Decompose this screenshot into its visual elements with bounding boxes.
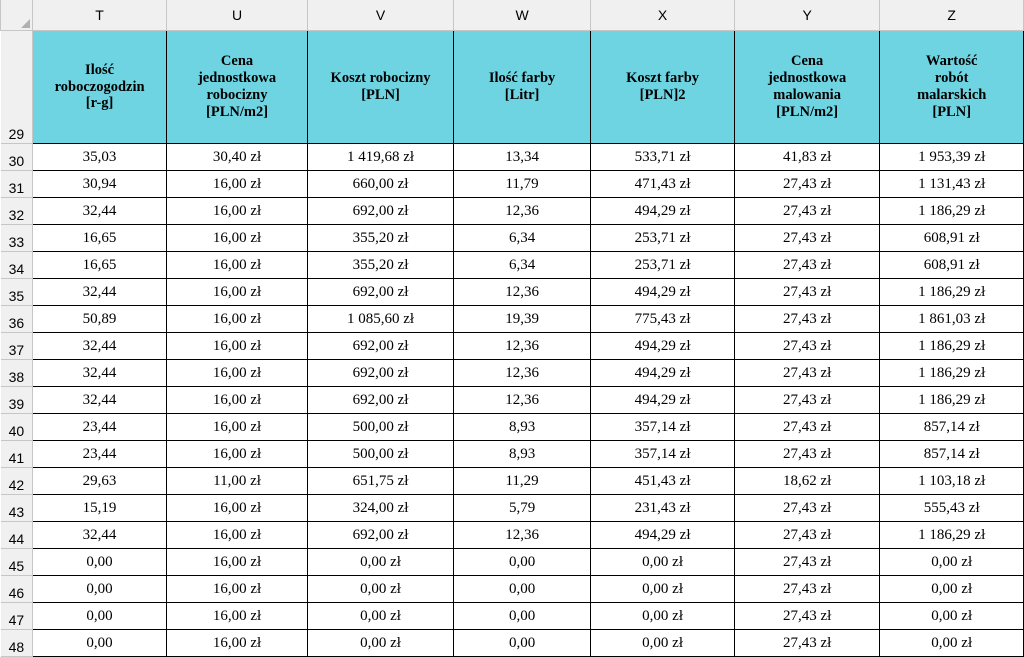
cell-U42[interactable]: 11,00 zł bbox=[166, 468, 308, 495]
cell-V32[interactable]: 692,00 zł bbox=[308, 198, 454, 225]
select-all-triangle-icon bbox=[21, 19, 30, 28]
table-row bbox=[1, 549, 1024, 576]
cell-X32[interactable]: 494,29 zł bbox=[591, 198, 735, 225]
table-row bbox=[1, 306, 1024, 333]
column-title-line: [Litr] bbox=[504, 87, 540, 103]
cell-Y37[interactable]: 27,43 zł bbox=[734, 333, 880, 360]
column-header-T[interactable]: T bbox=[33, 0, 166, 31]
table-row bbox=[1, 333, 1024, 360]
table-row bbox=[1, 252, 1024, 279]
column-title-line: Cena bbox=[791, 53, 824, 70]
cell-W37[interactable]: 12,36 bbox=[453, 333, 590, 360]
cell-T34[interactable]: 16,65 bbox=[33, 252, 166, 279]
cell-Z38[interactable]: 1 186,29 zł bbox=[880, 360, 1024, 387]
cell-W48[interactable]: 0,00 bbox=[453, 630, 590, 657]
cell-W35[interactable]: 12,36 bbox=[453, 279, 590, 306]
cell-Z48[interactable]: 0,00 zł bbox=[880, 630, 1024, 657]
table-row bbox=[1, 360, 1024, 387]
column-title-line: robocizny bbox=[206, 87, 268, 103]
row-header-36[interactable]: 36 bbox=[1, 306, 33, 333]
cell-Y44[interactable]: 27,43 zł bbox=[734, 522, 880, 549]
cell-Y48[interactable]: 27,43 zł bbox=[734, 630, 880, 657]
cell-V34[interactable]: 355,20 zł bbox=[308, 252, 454, 279]
cell-U46[interactable]: 16,00 zł bbox=[166, 576, 308, 603]
row-header-37[interactable]: 37 bbox=[1, 333, 33, 360]
cell-V43[interactable]: 324,00 zł bbox=[308, 495, 454, 522]
cell-W41[interactable]: 8,93 bbox=[453, 441, 590, 468]
cell-W31[interactable]: 11,79 bbox=[453, 171, 590, 198]
row-header-38[interactable]: 38 bbox=[1, 360, 33, 387]
cell-U36[interactable]: 16,00 zł bbox=[166, 306, 308, 333]
cell-W44[interactable]: 12,36 bbox=[453, 522, 590, 549]
cell-Z30[interactable]: 1 953,39 zł bbox=[880, 144, 1024, 171]
table-row bbox=[1, 198, 1024, 225]
cell-U48[interactable]: 16,00 zł bbox=[166, 630, 308, 657]
row-header-35[interactable]: 35 bbox=[1, 279, 33, 306]
cell-V48[interactable]: 0,00 zł bbox=[308, 630, 454, 657]
cell-V33[interactable]: 355,20 zł bbox=[308, 225, 454, 252]
cell-W34[interactable]: 6,34 bbox=[453, 252, 590, 279]
cell-U39[interactable]: 16,00 zł bbox=[166, 387, 308, 414]
cell-Z31[interactable]: 1 131,43 zł bbox=[880, 171, 1024, 198]
cell-X39[interactable]: 494,29 zł bbox=[591, 387, 735, 414]
cell-X35[interactable]: 494,29 zł bbox=[591, 279, 735, 306]
cell-X31[interactable]: 471,43 zł bbox=[591, 171, 735, 198]
cell-U31[interactable]: 16,00 zł bbox=[166, 171, 308, 198]
cell-W46[interactable]: 0,00 bbox=[453, 576, 590, 603]
cell-Y31[interactable]: 27,43 zł bbox=[734, 171, 880, 198]
cell-W38[interactable]: 12,36 bbox=[453, 360, 590, 387]
column-title-line: malowania bbox=[773, 87, 841, 103]
column-title-line: Koszt farby bbox=[626, 70, 700, 87]
cell-U33[interactable]: 16,00 zł bbox=[166, 225, 308, 252]
cell-Y42[interactable]: 18,62 zł bbox=[734, 468, 880, 495]
row-header-41[interactable]: 41 bbox=[1, 441, 33, 468]
row-header-39[interactable]: 39 bbox=[1, 387, 33, 414]
column-title-line: roboczogodzin bbox=[54, 78, 145, 95]
cell-Z41[interactable]: 857,14 zł bbox=[880, 441, 1024, 468]
cell-U40[interactable]: 16,00 zł bbox=[166, 414, 308, 441]
column-title-line: Cena bbox=[220, 53, 254, 70]
row-header-48[interactable]: 48 bbox=[1, 630, 33, 657]
column-title-X[interactable] bbox=[591, 31, 735, 144]
cell-T36[interactable]: 50,89 bbox=[33, 306, 166, 333]
header-band-row bbox=[1, 31, 1024, 144]
cell-U41[interactable]: 16,00 zł bbox=[166, 441, 308, 468]
cell-V30[interactable]: 1 419,68 zł bbox=[308, 144, 454, 171]
cell-T35[interactable]: 32,44 bbox=[33, 279, 166, 306]
row-header-29[interactable]: 29 bbox=[1, 31, 33, 144]
column-header-X[interactable]: X bbox=[591, 0, 735, 31]
cell-Y34[interactable]: 27,43 zł bbox=[734, 252, 880, 279]
cell-Z35[interactable]: 1 186,29 zł bbox=[880, 279, 1024, 306]
cell-W30[interactable]: 13,34 bbox=[453, 144, 590, 171]
column-title-line: Wartość bbox=[925, 53, 978, 70]
column-title-line: Ilość farby bbox=[488, 70, 556, 87]
row-header-34[interactable]: 34 bbox=[1, 252, 33, 279]
cell-W47[interactable]: 0,00 bbox=[453, 603, 590, 630]
cell-Z44[interactable]: 1 186,29 zł bbox=[880, 522, 1024, 549]
cell-V41[interactable]: 500,00 zł bbox=[308, 441, 454, 468]
cell-U44[interactable]: 16,00 zł bbox=[166, 522, 308, 549]
column-header-U[interactable]: U bbox=[166, 0, 308, 31]
table-row bbox=[1, 522, 1024, 549]
cell-U30[interactable]: 30,40 zł bbox=[166, 144, 308, 171]
row-header-40[interactable]: 40 bbox=[1, 414, 33, 441]
row-header-42[interactable]: 42 bbox=[1, 468, 33, 495]
table-row bbox=[1, 441, 1024, 468]
column-title-line: Ilość bbox=[85, 61, 115, 78]
column-title-line: [PLN/m2] bbox=[776, 103, 839, 120]
cell-U34[interactable]: 16,00 zł bbox=[166, 252, 308, 279]
cell-T45[interactable]: 0,00 bbox=[33, 549, 166, 576]
cell-V31[interactable]: 660,00 zł bbox=[308, 171, 454, 198]
row-header-30[interactable]: 30 bbox=[1, 144, 33, 171]
cell-Z45[interactable]: 0,00 zł bbox=[880, 549, 1024, 576]
table-row bbox=[1, 414, 1024, 441]
table-row bbox=[1, 171, 1024, 198]
cell-X38[interactable]: 494,29 zł bbox=[591, 360, 735, 387]
cell-X44[interactable]: 494,29 zł bbox=[591, 522, 735, 549]
cell-V42[interactable]: 651,75 zł bbox=[308, 468, 454, 495]
cell-T41[interactable]: 23,44 bbox=[33, 441, 166, 468]
cell-U43[interactable]: 16,00 zł bbox=[166, 495, 308, 522]
cell-X40[interactable]: 357,14 zł bbox=[591, 414, 735, 441]
cell-Z47[interactable]: 0,00 zł bbox=[880, 603, 1024, 630]
table-row bbox=[1, 468, 1024, 495]
cell-X36[interactable]: 775,43 zł bbox=[591, 306, 735, 333]
cell-Y45[interactable]: 27,43 zł bbox=[734, 549, 880, 576]
cell-V44[interactable]: 692,00 zł bbox=[308, 522, 454, 549]
cell-Y46[interactable]: 27,43 zł bbox=[734, 576, 880, 603]
cell-Y33[interactable]: 27,43 zł bbox=[734, 225, 880, 252]
cell-U47[interactable]: 16,00 zł bbox=[166, 603, 308, 630]
column-title-Y[interactable] bbox=[734, 31, 880, 144]
cell-V46[interactable]: 0,00 zł bbox=[308, 576, 454, 603]
row-header-44[interactable]: 44 bbox=[1, 522, 33, 549]
row-header-32[interactable]: 32 bbox=[1, 198, 33, 225]
cell-Y41[interactable]: 27,43 zł bbox=[734, 441, 880, 468]
cell-X30[interactable]: 533,71 zł bbox=[591, 144, 735, 171]
cell-U32[interactable]: 16,00 zł bbox=[166, 198, 308, 225]
cell-T46[interactable]: 0,00 bbox=[33, 576, 166, 603]
cell-T30[interactable]: 35,03 bbox=[33, 144, 166, 171]
cell-V35[interactable]: 692,00 zł bbox=[308, 279, 454, 306]
cell-T39[interactable]: 32,44 bbox=[33, 387, 166, 414]
cell-T37[interactable]: 32,44 bbox=[33, 333, 166, 360]
cell-V47[interactable]: 0,00 zł bbox=[308, 603, 454, 630]
cell-W32[interactable]: 12,36 bbox=[453, 198, 590, 225]
cell-U35[interactable]: 16,00 zł bbox=[166, 279, 308, 306]
column-title-W[interactable] bbox=[453, 31, 590, 144]
cell-Y43[interactable]: 27,43 zł bbox=[734, 495, 880, 522]
cell-W40[interactable]: 8,93 bbox=[453, 414, 590, 441]
column-title-line: [r-g] bbox=[85, 95, 114, 112]
cell-T44[interactable]: 32,44 bbox=[33, 522, 166, 549]
column-title-line: robót bbox=[934, 70, 969, 87]
cell-X42[interactable]: 451,43 zł bbox=[591, 468, 735, 495]
row-header-31[interactable]: 31 bbox=[1, 171, 33, 198]
table-row bbox=[1, 387, 1024, 414]
cell-T48[interactable]: 0,00 bbox=[33, 630, 166, 657]
column-title-line: [PLN] bbox=[361, 87, 400, 103]
cell-V36[interactable]: 1 085,60 zł bbox=[308, 306, 454, 333]
column-header-V[interactable]: V bbox=[308, 0, 454, 31]
cell-T40[interactable]: 23,44 bbox=[33, 414, 166, 441]
cell-Z37[interactable]: 1 186,29 zł bbox=[880, 333, 1024, 360]
cell-Y38[interactable]: 27,43 zł bbox=[734, 360, 880, 387]
cell-Y40[interactable]: 27,43 zł bbox=[734, 414, 880, 441]
column-title-line: [PLN]2 bbox=[639, 87, 686, 103]
cell-X41[interactable]: 357,14 zł bbox=[591, 441, 735, 468]
cell-Y39[interactable]: 27,43 zł bbox=[734, 387, 880, 414]
cell-Z42[interactable]: 1 103,18 zł bbox=[880, 468, 1024, 495]
cell-W36[interactable]: 19,39 bbox=[453, 306, 590, 333]
cell-Z39[interactable]: 1 186,29 zł bbox=[880, 387, 1024, 414]
table-row bbox=[1, 279, 1024, 306]
cell-Z32[interactable]: 1 186,29 zł bbox=[880, 198, 1024, 225]
column-title-line: Koszt robocizny bbox=[330, 70, 431, 87]
cell-X46[interactable]: 0,00 zł bbox=[591, 576, 735, 603]
cell-U37[interactable]: 16,00 zł bbox=[166, 333, 308, 360]
column-header-row bbox=[1, 0, 1024, 31]
cell-T33[interactable]: 16,65 bbox=[33, 225, 166, 252]
column-title-Z[interactable] bbox=[880, 31, 1024, 144]
column-title-V[interactable] bbox=[308, 31, 454, 144]
cell-V45[interactable]: 0,00 zł bbox=[308, 549, 454, 576]
cell-U45[interactable]: 16,00 zł bbox=[166, 549, 308, 576]
column-title-T[interactable] bbox=[33, 31, 166, 144]
cell-V37[interactable]: 692,00 zł bbox=[308, 333, 454, 360]
table-row bbox=[1, 225, 1024, 252]
cell-Y36[interactable]: 27,43 zł bbox=[734, 306, 880, 333]
column-title-line: malarskich bbox=[917, 87, 987, 103]
row-header-33[interactable]: 33 bbox=[1, 225, 33, 252]
cell-X48[interactable]: 0,00 zł bbox=[591, 630, 735, 657]
cell-T47[interactable]: 0,00 bbox=[33, 603, 166, 630]
cell-X33[interactable]: 253,71 zł bbox=[591, 225, 735, 252]
cell-V39[interactable]: 692,00 zł bbox=[308, 387, 454, 414]
cell-Y32[interactable]: 27,43 zł bbox=[734, 198, 880, 225]
table-row bbox=[1, 630, 1024, 657]
cell-Z46[interactable]: 0,00 zł bbox=[880, 576, 1024, 603]
row-header-47[interactable]: 47 bbox=[1, 603, 33, 630]
column-title-U[interactable] bbox=[166, 31, 308, 144]
cell-X37[interactable]: 494,29 zł bbox=[591, 333, 735, 360]
cell-X34[interactable]: 253,71 zł bbox=[591, 252, 735, 279]
table-row bbox=[1, 144, 1024, 171]
cell-W39[interactable]: 12,36 bbox=[453, 387, 590, 414]
row-header-46[interactable]: 46 bbox=[1, 576, 33, 603]
cell-W43[interactable]: 5,79 bbox=[453, 495, 590, 522]
cell-W42[interactable]: 11,29 bbox=[453, 468, 590, 495]
column-title-line: [PLN] bbox=[932, 103, 972, 120]
cell-Y47[interactable]: 27,43 zł bbox=[734, 603, 880, 630]
table-row bbox=[1, 495, 1024, 522]
select-all-corner[interactable] bbox=[1, 0, 33, 31]
cell-Z33[interactable]: 608,91 zł bbox=[880, 225, 1024, 252]
cell-T42[interactable]: 29,63 bbox=[33, 468, 166, 495]
table-row bbox=[1, 576, 1024, 603]
cell-T38[interactable]: 32,44 bbox=[33, 360, 166, 387]
cell-X43[interactable]: 231,43 zł bbox=[591, 495, 735, 522]
cell-Z36[interactable]: 1 861,03 zł bbox=[880, 306, 1024, 333]
cell-U38[interactable]: 16,00 zł bbox=[166, 360, 308, 387]
cell-V38[interactable]: 692,00 zł bbox=[308, 360, 454, 387]
cell-Z43[interactable]: 555,43 zł bbox=[880, 495, 1024, 522]
cell-Y35[interactable]: 27,43 zł bbox=[734, 279, 880, 306]
column-title-line: jednostkowa bbox=[197, 70, 277, 87]
cell-Z34[interactable]: 608,91 zł bbox=[880, 252, 1024, 279]
cell-Z40[interactable]: 857,14 zł bbox=[880, 414, 1024, 441]
cell-V40[interactable]: 500,00 zł bbox=[308, 414, 454, 441]
cell-T31[interactable]: 30,94 bbox=[33, 171, 166, 198]
row-header-43[interactable]: 43 bbox=[1, 495, 33, 522]
table-row bbox=[1, 603, 1024, 630]
column-header-Z[interactable]: Z bbox=[880, 0, 1024, 31]
cell-W33[interactable]: 6,34 bbox=[453, 225, 590, 252]
cell-X47[interactable]: 0,00 zł bbox=[591, 603, 735, 630]
column-header-W[interactable]: W bbox=[453, 0, 590, 31]
column-title-line: [PLN/m2] bbox=[206, 103, 269, 120]
column-header-Y[interactable]: Y bbox=[734, 0, 880, 31]
cell-W45[interactable]: 0,00 bbox=[453, 549, 590, 576]
row-header-45[interactable]: 45 bbox=[1, 549, 33, 576]
column-title-line: jednostkowa bbox=[768, 70, 847, 87]
cell-T43[interactable]: 15,19 bbox=[33, 495, 166, 522]
cell-X45[interactable]: 0,00 zł bbox=[591, 549, 735, 576]
cell-Y30[interactable]: 41,83 zł bbox=[734, 144, 880, 171]
cell-T32[interactable]: 32,44 bbox=[33, 198, 166, 225]
